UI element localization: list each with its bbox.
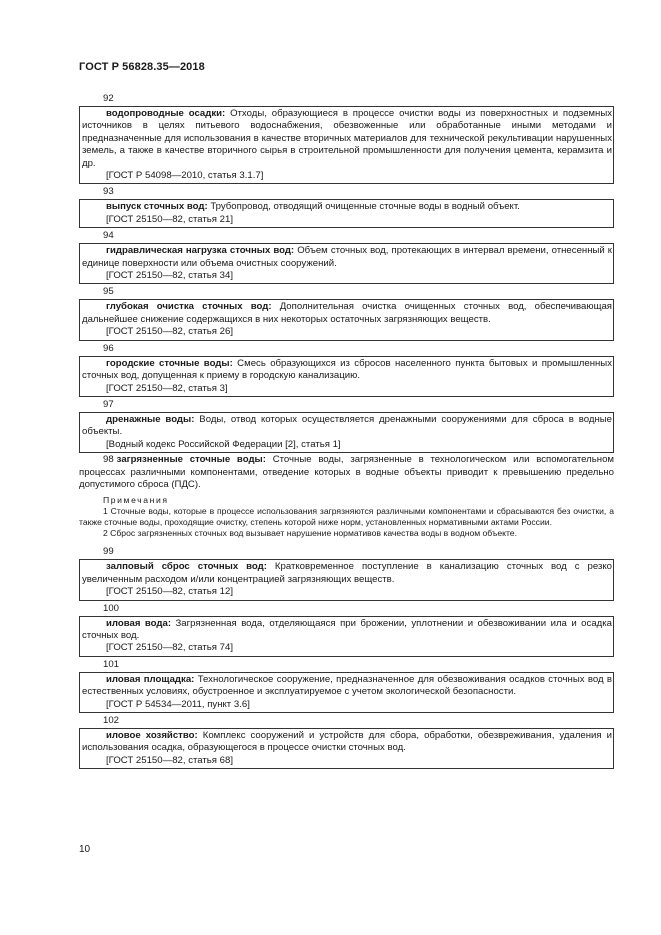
- term-entry: [79, 243, 614, 284]
- term-source: [ГОСТ 25150—82, статья 68]: [106, 754, 233, 766]
- term-name: иловое хозяйство:: [106, 730, 198, 741]
- term-source: [Водный кодекс Российской Федерации [2], статья 1]: [106, 438, 341, 450]
- term-name: выпуск сточных вод:: [106, 201, 208, 213]
- definition-text: Воды, отвод которых осуществляется дренажными сооружениями для сброса в водные объекты.: [82, 413, 612, 438]
- notes-title: Примечания: [103, 495, 169, 506]
- entry-number: 96: [103, 342, 114, 354]
- term-entry: [79, 559, 614, 600]
- term-source: [ГОСТ 25150—82, статья 74]: [106, 642, 233, 654]
- entry-number: 101: [103, 658, 120, 670]
- term-name: городские сточные воды:: [106, 357, 233, 369]
- term-entry: [79, 728, 614, 769]
- term-name: глубокая очистка сточных вод:: [106, 301, 272, 313]
- term-source: [ГОСТ 25150—82, статья 3]: [106, 382, 228, 394]
- term-entry: [79, 106, 614, 184]
- term-definition: [82, 301, 612, 326]
- definition-text: Дополнительная очистка очищенных сточных вод, обеспечивающая дальнейшее снижение содержащихся в них некоторых остаточных загрязняющих веществ.: [82, 301, 612, 325]
- definition-text: Сточные воды, загрязненные в технологическом или вспомогательном процессах различными компонентами, отведение которых в водные объекты приводит к превышению предельно допустимого сброса (ПДС).: [79, 454, 614, 490]
- term-definition: [82, 730, 612, 755]
- term-entry: [79, 616, 614, 657]
- term-source: [ГОСТ 25150—82, статья 21]: [106, 213, 233, 225]
- definition-text: Объем сточных вод, протекающих в интервал времени, отнесенный к единице поверхности или объема очистных сооружений.: [82, 245, 613, 269]
- term-definition: [82, 358, 612, 383]
- entry-number: 100: [103, 602, 120, 614]
- term-name: загрязненные сточные воды:: [116, 454, 266, 466]
- term-definition: [82, 618, 612, 643]
- term-entry: [79, 299, 614, 340]
- entry-number: 97: [103, 398, 114, 410]
- term-entry: [79, 412, 614, 453]
- entry-number: 102: [103, 715, 120, 726]
- document-body: [79, 92, 614, 770]
- term-name: иловая вода:: [106, 617, 172, 629]
- entry-number: 99: [103, 546, 114, 558]
- term-source: [ГОСТ Р 54534—2011, пункт 3.6]: [106, 698, 250, 710]
- term-source: [ГОСТ 25150—82, статья 12]: [106, 586, 233, 598]
- term-entry: [79, 672, 614, 713]
- term-source: [ГОСТ 25150—82, статья 34]: [106, 270, 233, 282]
- definition-text: Комплекс сооружений и устройств для сбора, обработки, обезвреживания, удаления и использования осадка, образующегося в процессе очистки сточных вод.: [82, 730, 612, 754]
- definition-text: Отходы, образующиеся в процессе очистки воды из поверхностных и подземных источников в целях питьевого водоснабжения, обезвоженные или обработанные иными методами и предназначенные для использования в качестве вторичных материалов для технической рекультивации нарушенных земель, а также в качестве вторичного сырья в строительной промышленности для получения цемента, керамзита и др.: [82, 108, 613, 169]
- page-header: ГОСТ Р 56828.35—2018: [79, 61, 205, 73]
- definition-text: Трубопровод, отводящий очищенные сточные воды в водный объект.: [210, 201, 520, 213]
- term-definition: [82, 414, 612, 439]
- term-entry: [79, 199, 614, 228]
- term-name: дренажные воды:: [106, 413, 195, 425]
- term-definition: [82, 674, 612, 699]
- definition-text: Кратковременное поступление в канализацию сточных вод с резко увеличенным расходом и/или концентрацией загрязняющих веществ.: [82, 561, 612, 585]
- entry-number: 92: [103, 93, 114, 104]
- term-name: залповый сброс сточных вод:: [106, 561, 267, 573]
- entry-number: 94: [103, 230, 114, 242]
- page-number: 10: [79, 844, 91, 855]
- term-name: гидравлическая нагрузка сточных вод:: [106, 245, 295, 257]
- term-name: иловая площадка:: [106, 673, 195, 685]
- entry-number: 95: [103, 286, 114, 298]
- definition-text: Технологическое сооружение, предназначенное для обезвоживания осадков сточных вод в естественных условиях, обустроенное и эксплуатируемое с учетом экологической безопасности.: [82, 673, 612, 698]
- term-name: водопроводные осадки:: [106, 108, 226, 119]
- term-source: [ГОСТ 25150—82, статья 26]: [106, 326, 233, 338]
- term-entry: [79, 356, 614, 397]
- term-definition: [82, 108, 612, 170]
- note-item: 1 Сточные воды, которые в процессе использования загрязняются различными компонентами и сбрасываются без очистки, а также сточные воды, проходящие очистку, степень которой ниже норм, установленных нормативными актами России.: [79, 506, 614, 528]
- definition-text: Смесь образующихся из сбросов населенного пункта бытовых и промышленных сточных вод, допущенная к приему в городскую канализацию.: [82, 357, 612, 382]
- entry-number: 98: [103, 454, 114, 466]
- term-source: [ГОСТ Р 54098—2010, статья 3.1.7]: [106, 170, 264, 182]
- term-entry-plain: [79, 454, 614, 491]
- entry-number: 93: [103, 186, 114, 198]
- notes-block: [79, 495, 614, 539]
- definition-text: Загрязненная вода, отделяющаяся при брожении, уплотнении и обезвоживании ила и осадка сточных вод.: [82, 617, 612, 641]
- term-definition: [82, 245, 612, 270]
- term-definition: [82, 201, 612, 213]
- note-item: 2 Сброс загрязненных сточных вод вызывает нарушение нормативов качества воды в водном объекте.: [103, 528, 517, 539]
- term-definition: [82, 561, 612, 586]
